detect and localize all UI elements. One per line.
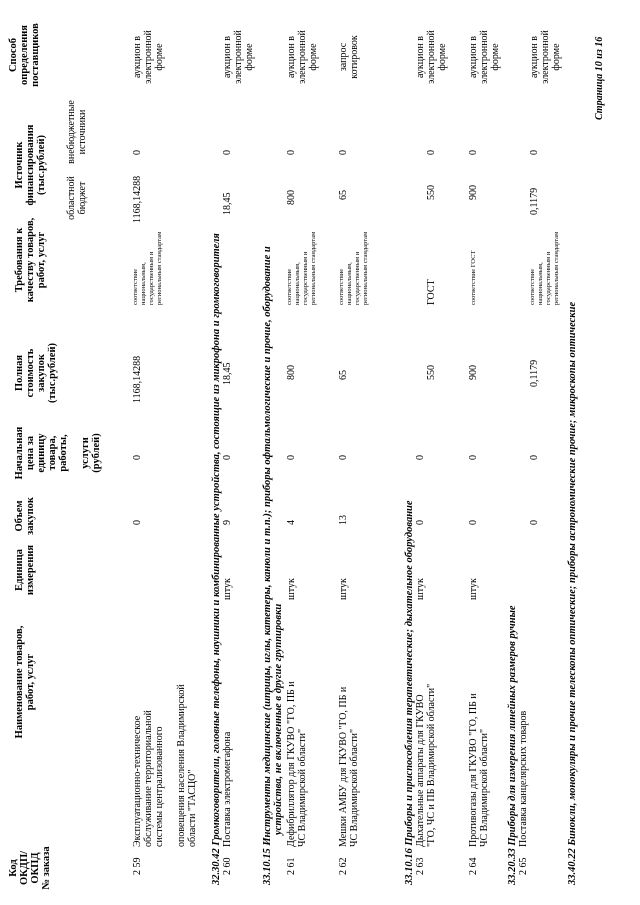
row-61-start-price: 0: [286, 455, 297, 460]
row-60-start-price: 0: [222, 455, 233, 460]
row-65-volume: 0: [529, 520, 540, 525]
row-64-method: аукцион в электронной форме: [468, 30, 501, 84]
row-63-method: аукцион в электронной форме: [415, 30, 448, 84]
header-name: Наименование товаров, работ, услуг: [14, 625, 36, 739]
row-62-unit: штук: [338, 578, 349, 600]
row-62-volume: 13: [338, 515, 349, 525]
row-64-total: 900: [468, 365, 479, 380]
header-method: Способ определения поставщиков: [8, 23, 41, 87]
row-63-volume: 0: [415, 520, 426, 525]
row-59-method: аукцион в электронной форме: [132, 30, 165, 84]
row-63-extra: 0: [426, 150, 437, 155]
header-volume: Объем закупок: [14, 497, 36, 535]
row-61-budget: 800: [286, 190, 297, 205]
row-59-requirements: соответствие национальным, государственным и региональным стандартам: [132, 231, 163, 305]
section-32-30-42: 32.30.42 Громкоговорители, головные телефоны, наушники и комбинированные устройства, состоящие из микрофона и громкоговорителя: [211, 233, 222, 885]
row-60-total: 18,45: [222, 362, 233, 385]
header-total: Полная стоимость закупок (тыс.рублей): [14, 342, 58, 404]
section-33-10-15: 33.10.15 Инструменты медицинские (шприцы, иглы, катетеры, канюли и т.п.); приборы офтальмологические и прочие, оборудование и устройства, не включенные в другие группировки: [262, 246, 284, 885]
section-33-20-33: 33.20.33 Приборы для измерения линейных размеров ручные: [507, 605, 518, 885]
row-63-total: 550: [426, 365, 437, 380]
row-61-method: аукцион в электронной форме: [286, 30, 319, 84]
row-64-volume: 0: [468, 520, 479, 525]
row-65-start-price: 0: [529, 455, 540, 460]
row-60-number: 2 60: [222, 857, 233, 875]
header-requirements: Требования к качеству товаров, работ, услуг: [14, 217, 47, 303]
row-62-requirements: соответствие национальным, государственным и региональным стандартам: [338, 231, 369, 305]
row-62-budget: 65: [338, 190, 349, 200]
row-64-requirements: соответствие ГОСТ: [470, 250, 477, 305]
row-59-name: Эксплуатационно-техническое обслуживание территориальной системы централизованного оповещения населения Владимирской области "ТАСЦО": [132, 684, 198, 847]
row-59-number: 2 59: [132, 857, 143, 875]
row-60-volume: 9: [222, 520, 233, 525]
row-61-total: 800: [286, 365, 297, 380]
row-64-extra: 0: [468, 150, 479, 155]
row-61-extra: 0: [286, 150, 297, 155]
row-59-extra: 0: [132, 150, 143, 155]
row-61-name: Дефибриллятор для ГКУВО "ГО, ПБ и ЧС Владимирской области": [286, 681, 308, 847]
row-65-budget: 0,1179: [529, 187, 540, 215]
row-64-budget: 900: [468, 185, 479, 200]
row-64-number: 2 64: [468, 857, 479, 875]
row-65-number: 2 65: [518, 857, 529, 875]
row-64-start-price: 0: [468, 455, 479, 460]
row-65-requirements: соответствие национальным, государственным и региональным стандартам: [529, 231, 560, 305]
row-60-name: Поставка электромегафона: [222, 731, 233, 847]
row-59-budget: 1168,14288: [132, 175, 143, 223]
row-63-number: 2 63: [415, 857, 426, 875]
row-65-extra: 0: [529, 150, 540, 155]
row-63-unit: штук: [415, 578, 426, 600]
header-start-price: Начальная цена за единицу товара, работы, услуги (рублей): [14, 426, 102, 480]
header-funding-extra: внебюджетные источники: [66, 100, 88, 164]
header-unit: Единица измерения: [14, 544, 36, 596]
header-funding: Источник финансирования (тыс.рублей): [14, 124, 47, 206]
row-59-start-price: 0: [132, 455, 143, 460]
row-63-budget: 550: [426, 185, 437, 200]
row-64-unit: штук: [468, 578, 479, 600]
row-60-extra: 0: [222, 150, 233, 155]
row-64-name: Противогазы для ГКУВО "ГО, ПБ и ЧС Владимирской области": [468, 693, 490, 847]
row-60-budget: 18,45: [222, 192, 233, 215]
row-62-total: 65: [338, 370, 349, 380]
section-33-40-22: 33.40.22 Бинокли, монокуляры и прочие телескопы оптические; приборы астрономические прочие; микроскопы оптические: [567, 301, 578, 885]
row-61-number: 2 61: [286, 857, 297, 875]
row-61-requirements: соответствие национальным, государственным и региональным стандартам: [286, 231, 317, 305]
row-63-name: Дыхательные аппараты для ГКУВО "ГО, ЧС и ПБ Владимирской области": [415, 683, 437, 847]
row-63-start-price: 0: [415, 455, 426, 460]
row-60-unit: штук: [222, 578, 233, 600]
row-61-volume: 4: [286, 520, 297, 525]
header-funding-budget: областной бюджет: [66, 176, 88, 220]
row-62-name: Мешки АМБУ для ГКУВО "ГО, ПБ и ЧС Владимирской области": [338, 686, 360, 847]
row-65-total: 0,1179: [529, 359, 540, 387]
row-65-method: аукцион в электронной форме: [529, 30, 562, 84]
row-61-unit: штук: [286, 578, 297, 600]
row-65-name: Поставка канцелярских товаров: [518, 710, 529, 847]
section-33-10-16: 33.10.16 Приборы и приспособления терапевтические; дыхательное оборудование: [404, 500, 415, 885]
row-59-total: 1168,14288: [132, 355, 143, 403]
row-62-start-price: 0: [338, 455, 349, 460]
row-63-requirements: ГОСТ: [426, 279, 437, 305]
header-code: Код ОКДП/ ОКПД № заказа: [8, 846, 52, 890]
row-59-volume: 0: [132, 520, 143, 525]
row-62-number: 2 62: [338, 857, 349, 875]
page-footer: Страница 10 из 16: [594, 36, 605, 120]
row-60-method: аукцион в электронной форме: [222, 30, 255, 84]
row-62-extra: 0: [338, 150, 349, 155]
row-62-method: запрос котировок: [338, 35, 360, 79]
